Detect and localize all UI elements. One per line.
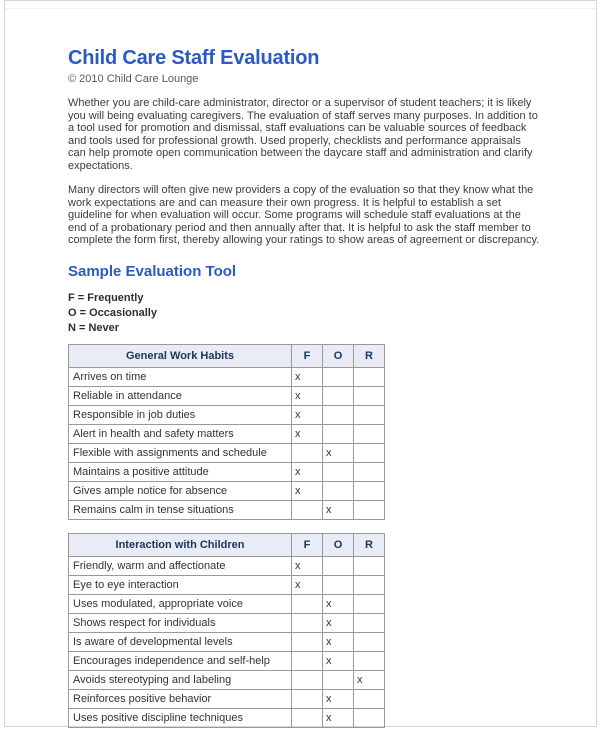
- rating-cell: [354, 632, 385, 651]
- criterion-label: Encourages independence and self-help: [69, 651, 292, 670]
- rating-cell: x: [323, 500, 354, 519]
- legend-item-occasionally: O = Occasionally: [68, 306, 157, 319]
- table-row: [69, 462, 385, 481]
- table-row: [69, 386, 385, 405]
- rating-cell: x: [323, 632, 354, 651]
- section-heading: Sample Evaluation Tool: [68, 262, 237, 280]
- rating-cell: x: [323, 443, 354, 462]
- table-header-row: [69, 533, 385, 556]
- table-row: [69, 689, 385, 708]
- criterion-label: Shows respect for individuals: [69, 613, 292, 632]
- rating-cell: [292, 594, 323, 613]
- rating-cell: [354, 481, 385, 500]
- criterion-label: Uses positive discipline techniques: [69, 708, 292, 727]
- rating-cell: x: [292, 405, 323, 424]
- table-row: [69, 500, 385, 519]
- table-row: [69, 443, 385, 462]
- criterion-label: Arrives on time: [69, 367, 292, 386]
- table-row: [69, 670, 385, 689]
- rating-cell: [354, 594, 385, 613]
- rating-cell: [354, 613, 385, 632]
- rating-cell: [323, 481, 354, 500]
- rating-cell: x: [292, 481, 323, 500]
- rating-cell: [292, 613, 323, 632]
- criterion-label: Friendly, warm and affectionate: [69, 556, 292, 575]
- column-header: F: [292, 344, 323, 367]
- evaluation-tables: [68, 344, 540, 728]
- rating-cell: x: [292, 556, 323, 575]
- column-header: O: [323, 344, 354, 367]
- evaluation-table: [68, 344, 385, 520]
- intro-paragraph-1: Whether you are child-care administrator, director or a supervisor of student teachers; it is likely you will being evaluating caregivers. The evaluation of staff serves many purposes. In addition to a tool used for promotion and dismissal, staff evaluations can be valuable sources of feedback and tools used for professional growth. Used properly, checklists and performance appraisals can help promote open communication between the daycare staff and administration and clarify expectations.: [68, 97, 538, 172]
- table-row: [69, 481, 385, 500]
- rating-cell: [323, 462, 354, 481]
- rating-cell: [354, 575, 385, 594]
- intro-paragraph-2: Many directors will often give new providers a copy of the evaluation so that they know what the work expectations are and can measure their own progress. It is helpful to establish a set guideline for when evaluation will occur. Some programs will schedule staff evaluations at the end of a probationary period and then annually after that. It is helpful to ask the staff member to complete the form first, thereby allowing your ratings to show areas of agreement or discrepancy.: [68, 184, 540, 246]
- rating-cell: x: [292, 424, 323, 443]
- table-row: [69, 424, 385, 443]
- rating-cell: [354, 424, 385, 443]
- rating-cell: [354, 462, 385, 481]
- rating-cell: x: [292, 462, 323, 481]
- copyright-line: © 2010 Child Care Lounge: [68, 73, 199, 85]
- document-content: [68, 46, 540, 730]
- rating-cell: [354, 405, 385, 424]
- rating-cell: x: [323, 651, 354, 670]
- rating-cell: x: [323, 708, 354, 727]
- criterion-label: Maintains a positive attitude: [69, 462, 292, 481]
- rating-legend: [68, 291, 540, 336]
- criterion-label: Eye to eye interaction: [69, 575, 292, 594]
- rating-cell: [323, 367, 354, 386]
- rating-cell: [323, 556, 354, 575]
- table-row: [69, 651, 385, 670]
- column-header: R: [354, 344, 385, 367]
- rating-cell: [292, 708, 323, 727]
- legend-item-frequently: F = Frequently: [68, 291, 144, 304]
- rating-cell: x: [354, 670, 385, 689]
- rating-cell: x: [323, 594, 354, 613]
- rating-cell: x: [292, 367, 323, 386]
- criterion-label: Avoids stereotyping and labeling: [69, 670, 292, 689]
- criterion-label: Uses modulated, appropriate voice: [69, 594, 292, 613]
- rating-cell: [292, 500, 323, 519]
- table-row: [69, 367, 385, 386]
- criterion-label: Reinforces positive behavior: [69, 689, 292, 708]
- legend-item-never: N = Never: [68, 321, 120, 334]
- page-top-divider: [5, 8, 596, 9]
- rating-cell: [354, 689, 385, 708]
- rating-cell: [323, 670, 354, 689]
- rating-cell: [354, 367, 385, 386]
- rating-cell: [292, 689, 323, 708]
- criterion-label: Flexible with assignments and schedule: [69, 443, 292, 462]
- rating-cell: [354, 651, 385, 670]
- rating-cell: [292, 670, 323, 689]
- rating-cell: [292, 443, 323, 462]
- criterion-label: Gives ample notice for absence: [69, 481, 292, 500]
- rating-cell: [292, 651, 323, 670]
- rating-cell: x: [292, 386, 323, 405]
- rating-cell: [323, 405, 354, 424]
- rating-cell: [354, 556, 385, 575]
- rating-cell: [323, 386, 354, 405]
- page-title: Child Care Staff Evaluation: [68, 47, 320, 69]
- criterion-label: Reliable in attendance: [69, 386, 292, 405]
- criterion-label: Is aware of developmental levels: [69, 632, 292, 651]
- table-row: [69, 708, 385, 727]
- rating-cell: [323, 424, 354, 443]
- table-row: [69, 632, 385, 651]
- criterion-label: Alert in health and safety matters: [69, 424, 292, 443]
- rating-cell: [354, 708, 385, 727]
- rating-cell: [354, 500, 385, 519]
- rating-cell: x: [323, 613, 354, 632]
- rating-cell: x: [292, 575, 323, 594]
- table-row: [69, 575, 385, 594]
- table-row: [69, 405, 385, 424]
- rating-cell: [323, 575, 354, 594]
- rating-cell: [354, 386, 385, 405]
- rating-cell: [354, 443, 385, 462]
- criterion-label: Remains calm in tense situations: [69, 500, 292, 519]
- column-header: R: [354, 533, 385, 556]
- table-row: [69, 594, 385, 613]
- rating-cell: [292, 632, 323, 651]
- column-header: F: [292, 533, 323, 556]
- column-header: O: [323, 533, 354, 556]
- criterion-label: Responsible in job duties: [69, 405, 292, 424]
- table-title: Interaction with Children: [69, 533, 292, 556]
- table-title: General Work Habits: [69, 344, 292, 367]
- evaluation-table: [68, 533, 385, 728]
- table-row: [69, 556, 385, 575]
- table-row: [69, 613, 385, 632]
- table-header-row: [69, 344, 385, 367]
- rating-cell: x: [323, 689, 354, 708]
